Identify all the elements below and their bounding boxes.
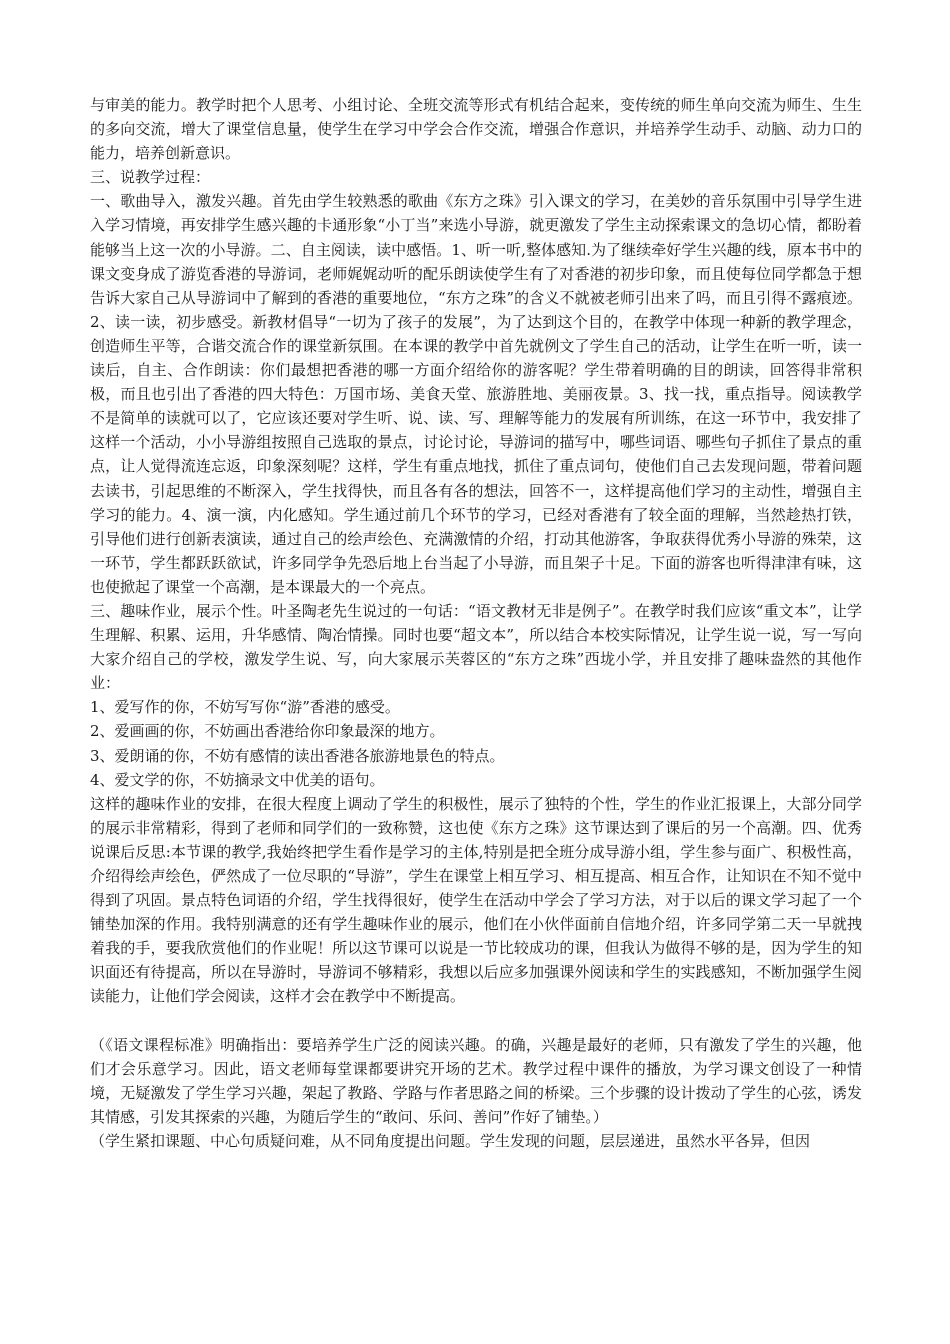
list-item-homework-2: 2、爱画画的你，不妨画出香港给你印象最深的地方。 xyxy=(90,722,445,741)
document-body xyxy=(90,93,862,1153)
list-item-homework-4: 4、爱文学的你，不妨摘录文中优美的语句。 xyxy=(90,770,385,789)
paragraph-intro-continuation: 与审美的能力。教学时把个人思考、小组讨论、全班交流等形式有机结合起来，变传统的师生单向交流为师生、生生的多向交流，增大了课堂信息量，使学生在学习中学会合作交流，增强合作意识，并培养学生动手、动脑、动力口的能力，培养创新意识。 xyxy=(90,96,862,163)
section-heading-teaching-process: 三、说教学过程： xyxy=(90,168,211,187)
paragraph-fun-homework: 三、趣味作业，展示个性。叶圣陶老先生说过的一句话：“语文教材无非是例子”。在教学时我们应该“重文本”，让学生理解、积累、运用，升华感情、陶冶情操。同时也要“超文本”，所以结合本校实际情况，让学生说一说，写一写向大家介绍自己的学校，激发学生说、写，向大家展示芙蓉区的“东方之珠”西垅小学，并且安排了趣味盎然的其他作业： xyxy=(90,601,862,693)
note-curriculum-standard: （《语文课程标准》明确指出：要培养学生广泛的阅读兴趣。的确，兴趣是最好的老师，只有激发了学生的兴趣，他们才会乐意学习。因此，语文老师每堂课都要讲究开场的艺术。教学过程中课件的播放，为学习课文创设了一种情境，无疑激发了学生学习兴趣，架起了教路、学路与作者思路之间的桥梁。三个步骤的设计拨动了学生的心弦，诱发其情感，引发其探索的兴趣，为随后学生的“敢问、乐问、善问”作好了铺垫。） xyxy=(90,1035,862,1126)
paragraph-spacer xyxy=(90,1009,862,1033)
list-item-homework-1: 1、爱写作的你，不妨写写你“游”香港的感受。 xyxy=(90,698,400,717)
paragraph-reflection: 这样的趣味作业的安排，在很大程度上调动了学生的积极性，展示了独特的个性，学生的作业汇报课上，大部分同学的展示非常精彩，得到了老师和同学们的一致称赞，这也使《东方之珠》这节课达到了课后的另一个高潮。四、优秀说课后反思:本节课的教学,我始终把学生看作是学习的主体,特别是把全班分成导游小组，学生参与面广、积极性高，介绍得绘声绘色，俨然成了一位尽职的“导游”，学生在课堂上相互学习、相互提高、相互合作，让知识在不知不觉中得到了巩固。景点特色词语的介绍，学生找得很好，使学生在活动中学会了学习方法，对于以后的课文学习起了一个铺垫加深的作用。我特别满意的还有学生趣味作业的展示，他们在小伙伴面前自信地介绍，许多同学第二天一早就拽着我的手，要我欣赏他们的作业呢！所以这节课可以说是一节比较成功的课，但我认为做得不够的是，因为学生的知识面还有待提高，所以在导游时，导游词不够精彩，我想以后应多加强课外阅读和学生的实践感知，不断加强学生阅读能力，让他们学会阅读，这样才会在教学中不断提高。 xyxy=(90,794,862,1006)
list-item-homework-3: 3、爱朗诵的你，不妨有感情的读出香港各旅游地景色的特点。 xyxy=(90,746,505,765)
note-student-questions: （学生紧扣课题、中心句质疑问难，从不同角度提出问题。学生发现的问题，层层递进，虽然水平各异，但因 xyxy=(90,1131,811,1150)
paragraph-teaching-steps: 一、歌曲导入，激发兴趣。首先由学生较熟悉的歌曲《东方之珠》引入课文的学习，在美妙的音乐氛围中引导学生进入学习情境，再安排学生感兴趣的卡通形象“小丁当”来选小导游，就更激发了学生主动探索课文的急切心情，都盼着能够当上这一次的小导游。二、自主阅读，读中感悟。1、听一听,整体感知.为了继续牵好学生兴趣的线，原本书中的课文变身成了游览香港的导游词，老师娓娓动听的配乐朗读使学生有了对香港的初步印象，而且使每位同学都急于想告诉大家自己从导游词中了解到的香港的重要地位，“东方之珠”的含义不就被老师引出来了吗，而且引得不露痕迹。2、读一读，初步感受。新教材倡导“一切为了孩子的发展”，为了达到这个目的，在教学中体现一种新的教学理念，创造师生平等，合谐交流合作的课堂新氛围。在本课的教学中首先就例文了学生自己的活动，让学生在听一听，读一读后，自主、合作朗读：你们最想把香港的哪一方面介绍给你的游客呢？学生带着明确的目的朗读，回答得非常积极，而且也引出了香港的四大特色：万国市场、美食天堂、旅游胜地、美丽夜景。3、找一找，重点指导。阅读教学不是简单的读就可以了，它应该还要对学生听、说、读、写、理解等能力的发展有所训练，在这一环节中，我安排了这样一个活动，小小导游组按照自己选取的景点，讨论讨论，导游词的描写中，哪些词语、哪些句子抓住了景点的重点，让人觉得流连忘返，印象深刻呢？这样，学生有重点地找，抓住了重点词句，使他们自己去发现问题，带着问题去读书，引起思维的不断深入，学生找得快，而且各有各的想法，回答不一，这样提高他们学习的主动性，增强自主学习的能力。4、演一演，内化感知。学生通过前几个环节的学习，已经对香港有了较全面的理解，当然趁热打铁，引导他们进行创新表演读，通过自己的绘声绘色、充满激情的介绍，打动其他游客，争取获得优秀小导游的殊荣，这一环节，学生都跃跃欲试，许多同学争先恐后地上台当起了小导游，而且架子十足。下面的游客也听得津津有味，这也使掀起了课堂一个高潮，是本课最大的一个亮点。 xyxy=(90,192,862,596)
